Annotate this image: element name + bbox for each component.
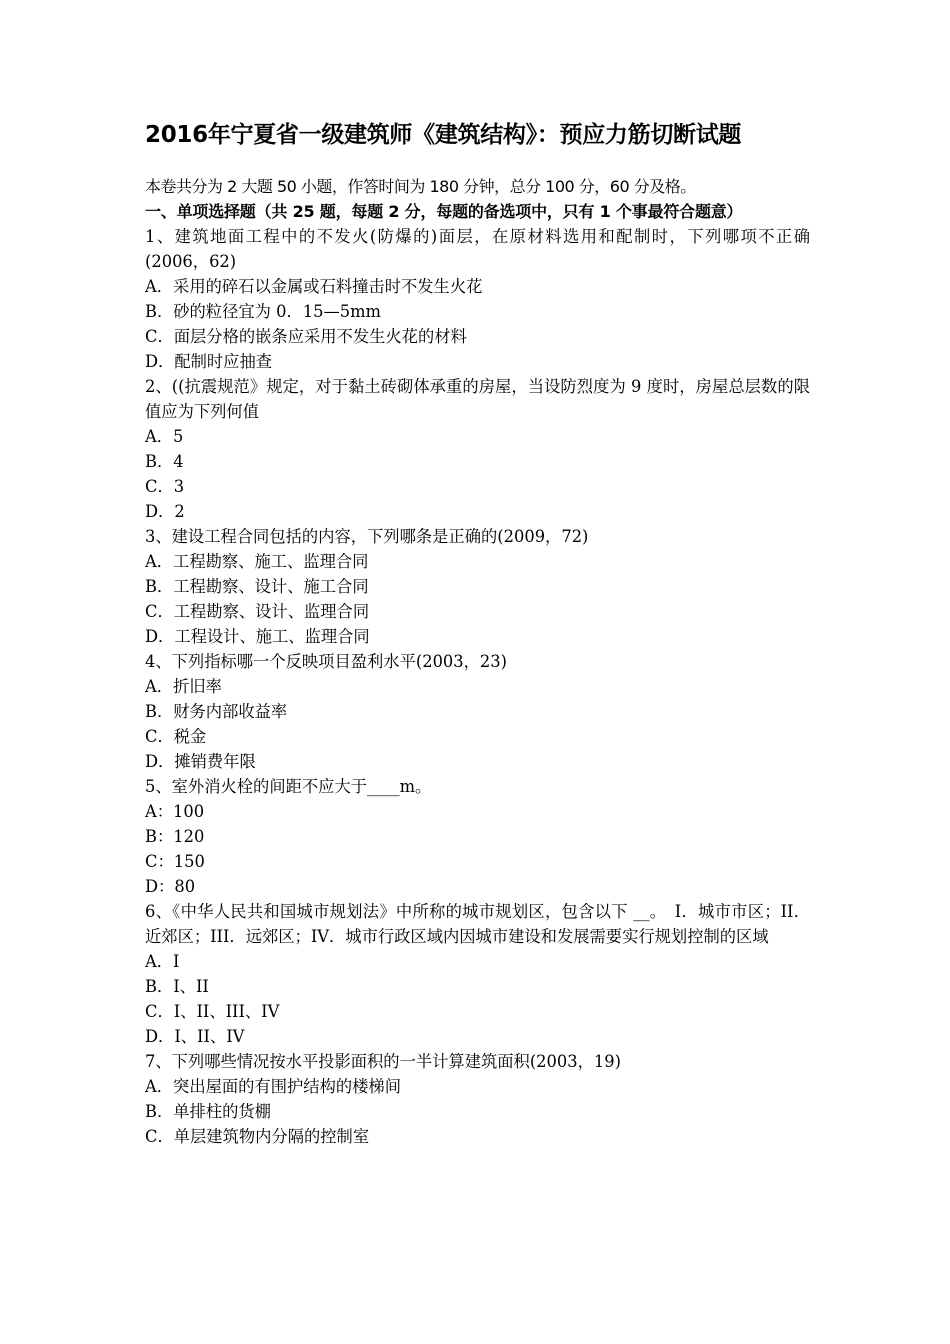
section-heading: 一、单项选择题（共 25 题，每题 2 分，每题的备选项中，只有 1 个事最符合题意） [145,202,743,221]
option-d: D．摊销费年限 [145,752,256,771]
option-b: B．工程勘察、设计、施工合同 [145,577,369,596]
question-4 [145,649,810,774]
option-a: A．I [145,952,180,971]
option-b: B．4 [145,452,184,471]
option-b: B：120 [145,827,205,846]
option-b: B．财务内部收益率 [145,702,288,721]
option-a: A．工程勘察、施工、监理合同 [145,552,369,571]
exam-summary: 本卷共分为 2 大题 50 小题，作答时间为 180 分钟，总分 100 分，60 分及格。 [145,177,696,196]
page-title: 2016年宁夏省一级建筑师《建筑结构》：预应力筋切断试题 [145,122,742,148]
option-a: A．采用的碎石以金属或石料撞击时不发生火花 [145,277,483,296]
question-text: 7、下列哪些情况按水平投影面积的一半计算建筑面积(2003，19) [145,1052,621,1071]
option-c: C．面层分格的嵌条应采用不发生火花的材料 [145,327,467,346]
option-a: A．折旧率 [145,677,222,696]
question-text: 2、((抗震规范》规定，对于黏土砖砌体承重的房屋，当设防烈度为 9 度时，房屋总层数的限值应为下列何值 [145,377,810,421]
option-c: C．单层建筑物内分隔的控制室 [145,1127,370,1146]
option-b: B．单排柱的货棚 [145,1102,271,1121]
question-text: 6、《中华人民共和国城市规划法》中所称的城市规划区，包含以下 __。 I．城市市区；II．近郊区；III．远郊区；IV．城市行政区域内因城市建设和发展需要实行规划控制的区域 [145,902,810,946]
option-a: A：100 [145,802,205,821]
option-b: B．I、II [145,977,209,996]
option-c: C．I、II、III、IV [145,1002,280,1021]
option-c: C．3 [145,477,185,496]
option-d: D．工程设计、施工、监理合同 [145,627,370,646]
question-5 [145,774,810,899]
option-c: C．工程勘察、设计、监理合同 [145,602,370,621]
exam-page [145,118,810,1149]
question-text: 4、下列指标哪一个反映项目盈利水平(2003，23) [145,652,507,671]
question-text: 3、建设工程合同包括的内容，下列哪条是正确的(2009，72) [145,527,589,546]
question-6 [145,899,810,1049]
question-text: 1、建筑地面工程中的不发火(防爆的)面层，在原材料选用和配制时，下列哪项不正确(2006，62) [145,227,810,271]
question-2 [145,374,810,524]
option-d: D．2 [145,502,185,521]
option-c: C．税金 [145,727,207,746]
question-1 [145,224,810,374]
question-7 [145,1049,810,1149]
option-a: A．突出屋面的有围护结构的楼梯间 [145,1077,401,1096]
option-d: D：80 [145,877,196,896]
option-d: D．配制时应抽查 [145,352,273,371]
question-3 [145,524,810,649]
option-c: C：150 [145,852,205,871]
option-b: B．砂的粒径宜为 0．15—5mm [145,302,381,321]
option-a: A．5 [145,427,184,446]
option-d: D．I、II、IV [145,1027,245,1046]
question-text: 5、室外消火栓的间距不应大于____m。 [145,777,432,796]
